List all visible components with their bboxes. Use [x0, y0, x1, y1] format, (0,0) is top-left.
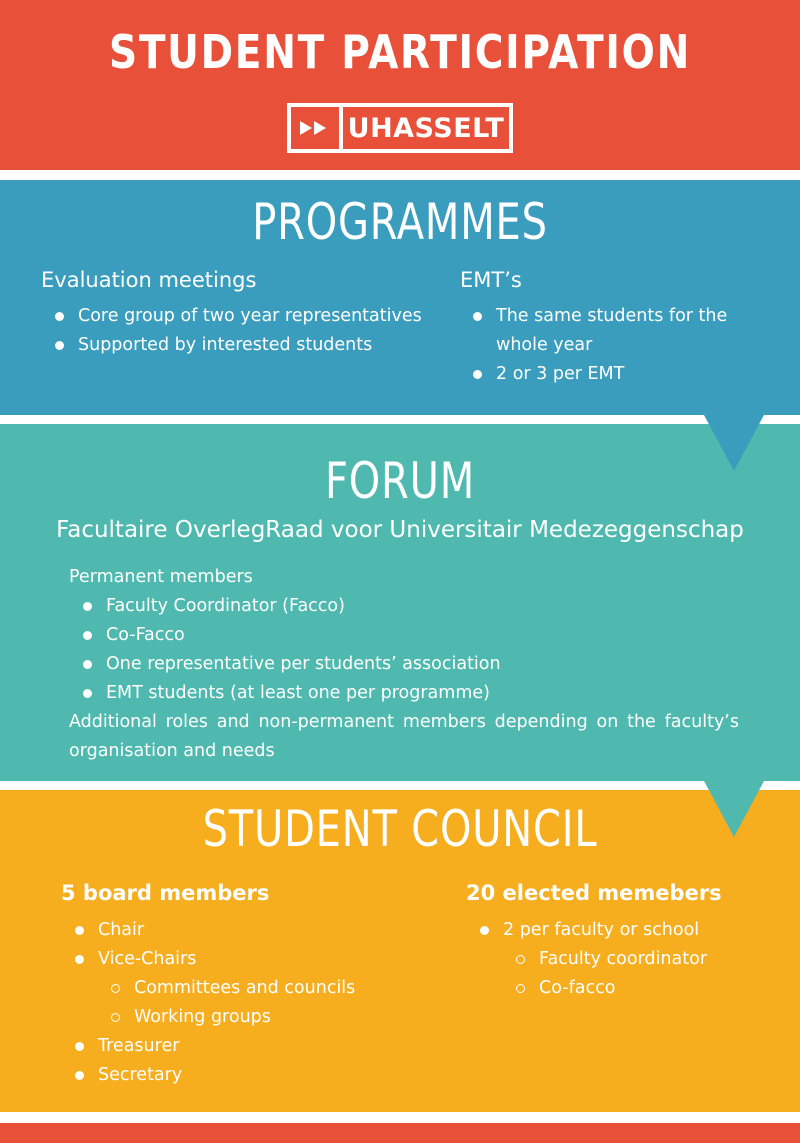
evaluation-meetings-list [52, 302, 422, 360]
programmes-title: PROGRAMMES [252, 193, 548, 251]
sub-list-item: Faculty coordinator [513, 945, 777, 974]
sub-list-item: Working groups [108, 1003, 432, 1032]
permanent-members-label: Permanent members [69, 567, 253, 587]
forum-title: FORUM [324, 452, 476, 510]
additional-roles-text: Additional roles and non-permanent members depending on the faculty’s organisation and needs [69, 712, 739, 761]
logo-text: UHASSELT [347, 112, 505, 144]
elected-members-heading: 20 elected memebers [466, 881, 722, 905]
council-title: STUDENT COUNCIL [202, 800, 598, 858]
sub-list-item: Committees and councils [108, 974, 432, 1003]
elected-sublist [513, 945, 777, 1003]
list-item: Supported by interested students [52, 331, 422, 360]
footer-band [0, 1123, 800, 1143]
list-item: Chair [72, 916, 432, 945]
list-item: Treasurer [72, 1032, 432, 1061]
list-item [72, 945, 432, 1032]
list-item: 2 or 3 per EMT [470, 360, 730, 389]
programmes-pointer [704, 415, 764, 471]
list-item: Core group of two year representatives [52, 302, 422, 331]
fast-forward-icon [291, 107, 343, 149]
list-item: One representative per students’ association [80, 650, 640, 679]
sub-list-item: Co-facco [513, 974, 777, 1003]
list-item: The same students for the whole year [470, 302, 730, 360]
per-faculty-label: 2 per faculty or school [503, 920, 700, 940]
elected-members-list [477, 916, 777, 1003]
forum-pointer [704, 781, 764, 837]
emt-list [470, 302, 730, 389]
list-item: Secretary [72, 1061, 432, 1090]
vice-chairs-sublist [108, 974, 432, 1032]
vice-chairs-label: Vice-Chairs [98, 949, 197, 969]
permanent-members-list [80, 592, 640, 708]
page-title: STUDENT PARTICIPATION [108, 25, 692, 79]
forum-subtitle: Facultaire OverlegRaad voor Universitair Medezeggenschap [56, 517, 744, 543]
evaluation-meetings-heading: Evaluation meetings [41, 268, 257, 292]
list-item: Faculty Coordinator (Facco) [80, 592, 640, 621]
board-members-heading: 5 board members [61, 881, 270, 905]
board-members-list [72, 916, 432, 1090]
list-item: Co-Facco [80, 621, 640, 650]
list-item [477, 916, 777, 1003]
uhasselt-logo [287, 103, 513, 153]
emt-heading: EMT’s [460, 268, 522, 292]
list-item: EMT students (at least one per programme) [80, 679, 640, 708]
